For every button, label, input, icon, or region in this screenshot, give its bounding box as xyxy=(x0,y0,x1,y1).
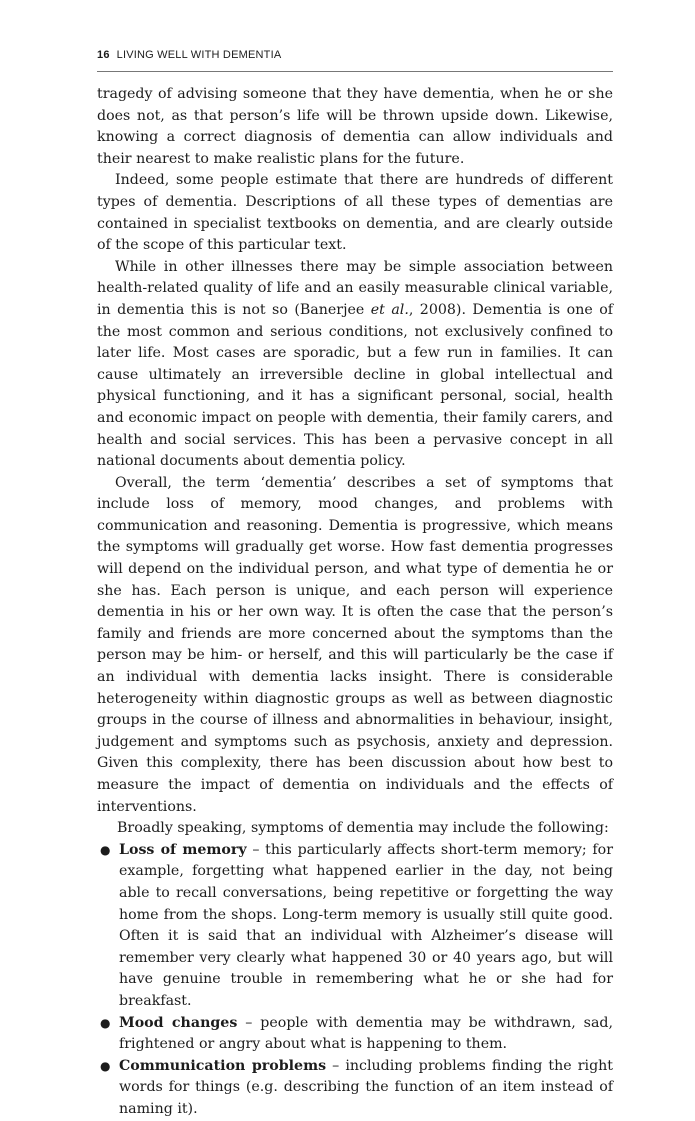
list-item-term: Communication problems xyxy=(119,1057,327,1074)
symptom-list xyxy=(97,840,613,1121)
paragraph: tragedy of advising someone that they have dementia, when he or she does not, as that person’s life will be thrown upside down. Likewise, knowing a correct diagnosis of dementia can allow individuals and their nearest to make realistic plans for the future. xyxy=(97,86,613,167)
list-item xyxy=(97,840,613,1013)
paragraph: Overall, the term ‘dementia’ describes a set of symptoms that include loss of memory, mood changes, and problems with communication and reasoning. Dementia is progressive, which means the symptoms will gradually get worse. How fast dementia progresses will depend on the individual person, and what type of dementia he or she has. Each person is unique, and each person will experience dementia in his or her own way. It is often the case that the person’s family and friends are more concerned about the symptoms than the person may be him- or herself, and this will particularly be the case if an individual with dementia lacks insight. There is considerable heterogeneity within diagnostic groups as well as between diagnostic groups in the course of illness and abnormalities in behaviour, insight, judgement and symptoms such as psychosis, anxiety and depression. Given this complexity, there has been discussion about how best to measure the impact of dementia on individuals and the effects of interventions. xyxy=(97,474,613,815)
bullet-icon: ● xyxy=(100,1058,111,1073)
list-intro: Broadly speaking, symptoms of dementia may include the following: xyxy=(117,820,609,837)
running-title: LIVING WELL WITH DEMENTIA xyxy=(116,49,282,61)
list-item-term: Loss of memory xyxy=(119,841,247,858)
bullet-icon: ● xyxy=(100,1015,111,1030)
list-item-term: Mood changes xyxy=(119,1014,238,1031)
bullet-icon: ● xyxy=(100,842,111,857)
paragraph: Indeed, some people estimate that there are hundreds of different types of dementia. Descriptions of all these types of dementias are contained in specialist textbooks on dementia, and are clearly outside of the scope of this particular text. xyxy=(97,172,613,254)
citation-emphasis: et al. xyxy=(370,301,409,318)
body-text xyxy=(97,84,613,1121)
list-item-text: – including problems finding the right words for things (e.g. describing the function of an item instead of naming it). xyxy=(119,1057,613,1117)
page-number: 16 xyxy=(97,49,110,61)
paragraph-text: , 2008). Dementia is one of the most common and serious conditions, not exclusively confined to later life. Most cases are sporadic, but a few run in families. It can cause ultimately an irreversible decline in global intellectual and physical functioning, and it has a significant personal, social, health and economic impact on people with dementia, their family carers, and health and social services. This has been a pervasive concept in all national documents about dementia policy. xyxy=(97,301,613,470)
list-item xyxy=(97,1056,613,1121)
list-item-text: – this particularly affects short-term memory; for example, forgetting what happened earlier in the day, not being able to recall conversations, being repetitive or forgetting the way home from the shops. Long-term memory is usually still quite good. Often it is said that an individual with Alzheimer’s disease will remember very clearly what happened 30 or 40 years ago, but will have genuine trouble in remembering what he or she had for breakfast. xyxy=(119,841,613,1009)
list-item-text: – people with dementia may be withdrawn, sad, frightened or angry about what is happening to them. xyxy=(119,1014,614,1053)
running-header xyxy=(97,49,613,72)
paragraph xyxy=(97,257,613,473)
list-item xyxy=(97,1013,613,1056)
paragraph-text: While in other illnesses there may be simple association between health-related quality of life and an easily measurable clinical variable, in dementia this is not so (Banerjee xyxy=(97,258,613,318)
